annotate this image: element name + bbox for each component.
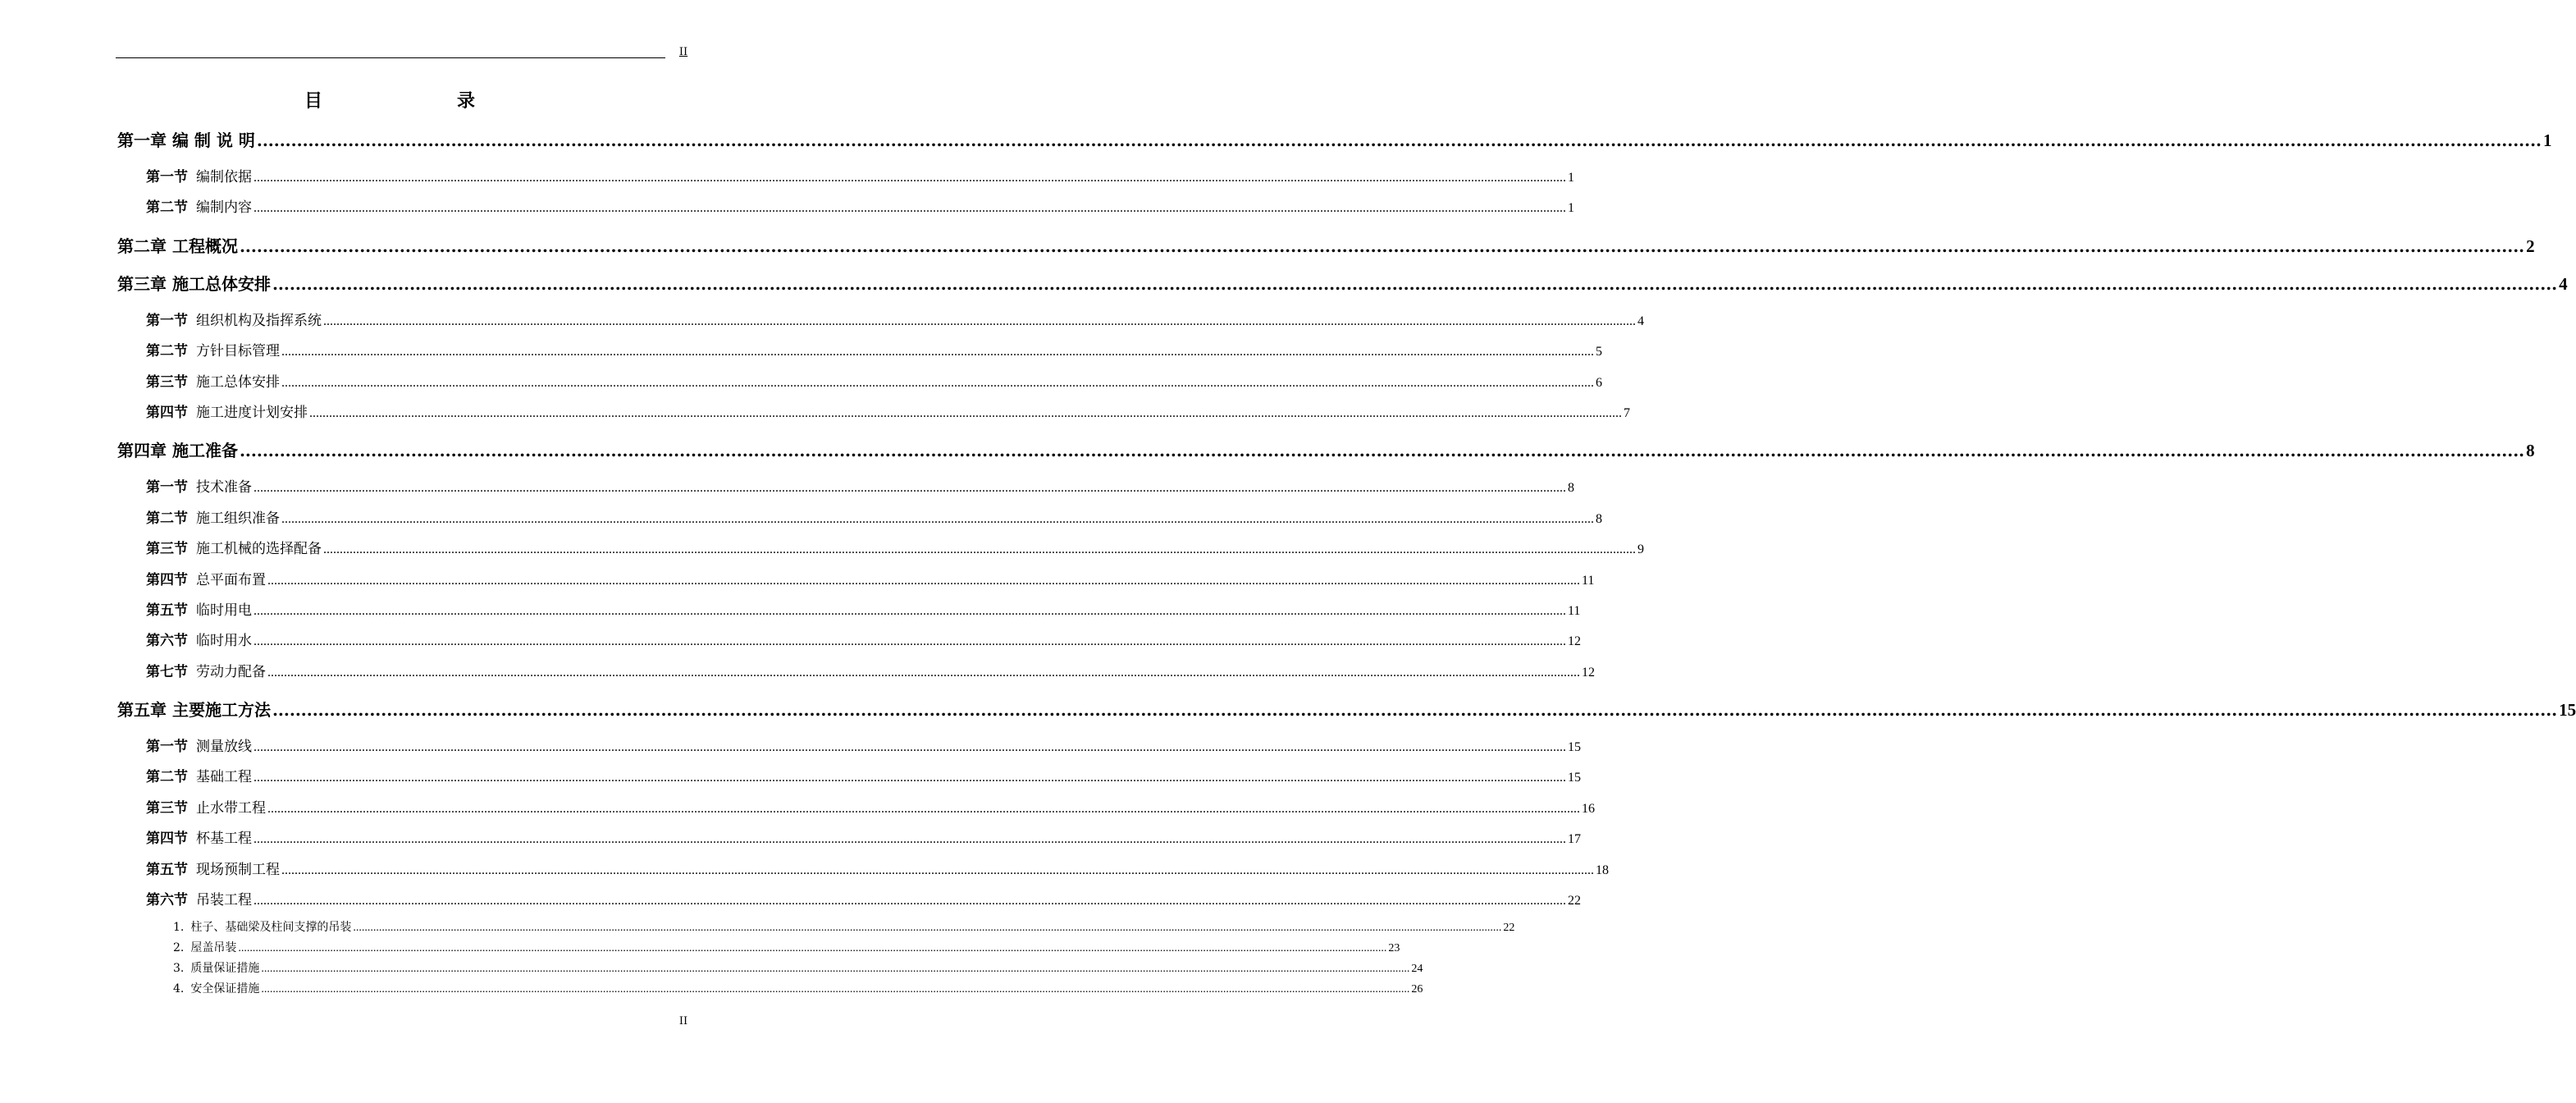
toc-entry-title: 第三章 施工总体安排 [117,273,271,294]
toc-entry-label: 第一节 [146,169,188,185]
toc-section-entry[interactable] [117,368,1602,398]
toc-entry-title: 施工组织准备 [196,510,280,527]
toc-section-entry[interactable] [117,193,1574,223]
toc-entry-page-number: 4 [1637,314,1644,328]
toc-dot-leader: ................................................................................................................................................................................................................................................................................................................................................................................................................ [253,634,1566,649]
toc-dot-leader: ................................................................................................................................................................................................................................................................................................................................................................................................................ [281,511,1594,526]
toc-entry-page-number: 15 [1568,740,1581,755]
toc-chapter-entry[interactable] [117,231,2535,262]
toc-dot-leader: ................................................................................................................................................................................................................................................................................................................................................................................................................ [309,405,1622,420]
toc-section-entry[interactable] [117,855,1609,886]
toc-entry-title: 技术准备 [196,479,252,497]
toc-entry-title: 编制内容 [196,199,252,217]
toc-entry-title: 临时用电 [196,602,252,619]
toc-entry-label: 第二节 [146,343,188,360]
toc-entry-title: 测量放线 [196,739,252,756]
toc-entry-page-number: 18 [1596,863,1609,877]
toc-section-entry[interactable] [117,886,1581,916]
toc-dot-leader: ................................................................................................................................................................................................................................................................................................................................................................................................................ [267,665,1580,680]
toc-entry-label: 第六节 [146,892,188,909]
toc-dot-leader: ................................................................................................................................................................................................................................................................................................................................................................................................................ [261,963,1410,976]
toc-entry-label: 第三节 [146,799,188,817]
toc-dot-leader: ................................................................................................................................................................................................................................................................................................................................................................................................................ [253,894,1566,908]
toc-entry-label: 第二节 [146,510,188,527]
toc-entry-title: 安全保证措施 [190,982,260,996]
toc-entry-page-number: 15 [1568,771,1581,785]
toc-entry-title: 止水带工程 [196,799,266,817]
toc-entry-label: 第一节 [146,312,188,329]
toc-subsection-entry[interactable] [117,979,1423,1000]
toc-section-entry[interactable] [117,794,1595,824]
toc-section-entry[interactable] [117,534,1644,565]
toc-entry-page-number: 12 [1582,665,1595,680]
toc-chapter-entry[interactable] [117,268,2568,300]
toc-dot-leader: ................................................................................................................................................................................................................................................................................................................................................................................................................ [253,603,1566,618]
toc-entry-label: 第七节 [146,663,188,680]
toc-dot-leader: ................................................................................................................................................................................................................................................................................................................................................................................................................ [323,542,1636,557]
toc-dot-leader: ................................................................................................................................................................................................................................................................................................................................................................................................................ [267,801,1580,816]
toc-section-entry[interactable] [117,336,1602,367]
toc-section-entry[interactable] [117,732,1581,762]
toc-entry-title: 基础工程 [196,769,252,786]
toc-dot-leader: ................................................................................................................................................................................................................................................................................................................................................................................................................ [281,345,1594,359]
toc-section-entry[interactable] [117,162,1574,193]
toc-entry-title: 编制依据 [196,169,252,185]
toc-entry-page-number: 9 [1637,542,1644,557]
toc-section-entry[interactable] [117,657,1595,688]
toc-entry-title: 第一章 编 制 说 明 [117,130,255,150]
toc-entry-title: 质量保证措施 [190,962,260,976]
toc-subsection-entry[interactable] [117,918,1515,938]
toc-entry-page-number: 1 [1568,201,1574,216]
toc-entry-title: 方针目标管理 [196,343,280,360]
toc-entry-label: 4. [173,982,185,996]
toc-entry-page-number: 2 [2526,236,2535,256]
toc-entry-title: 总平面布置 [196,571,266,588]
toc-entry-title: 吊装工程 [196,892,252,909]
toc-entry-title: 柱子、基础梁及柱间支撑的吊装 [190,921,352,935]
toc-dot-leader: ................................................................................................................................................................................................................................................................................................................................................................................................................ [272,273,2558,294]
toc-entry-title: 现场预制工程 [196,861,280,878]
toc-entry-label: 第二节 [146,199,188,217]
toc-dot-leader: ................................................................................................................................................................................................................................................................................................................................................................................................................ [253,481,1566,496]
toc-entry-title: 第五章 主要施工方法 [117,700,271,721]
toc-dot-leader: ................................................................................................................................................................................................................................................................................................................................................................................................................ [253,832,1566,847]
toc-title: 目 录 [304,90,508,112]
toc-entry-title: 临时用水 [196,633,252,650]
toc-dot-leader: ................................................................................................................................................................................................................................................................................................................................................................................................................ [353,922,1502,935]
toc-entry-label: 第二节 [146,769,188,786]
toc-entry-page-number: 26 [1411,983,1423,996]
toc-chapter-entry[interactable] [117,694,2576,725]
toc-entry-page-number: 7 [1624,405,1630,420]
toc-entry-label: 第三节 [146,373,188,391]
toc-section-entry[interactable] [117,596,1581,626]
toc-entry-page-number: 6 [1596,375,1602,390]
toc-entry-label: 第五节 [146,861,188,878]
toc-entry-title: 施工进度计划安排 [196,404,308,421]
toc-entry-page-number: 11 [1582,573,1595,588]
toc-chapter-entry[interactable] [117,435,2535,466]
header-page-number: II [678,46,688,58]
toc-entry-page-number: 24 [1411,963,1423,976]
toc-section-entry[interactable] [117,565,1595,596]
toc-entry-title: 劳动力配备 [196,663,266,680]
toc-entry-label: 第三节 [146,541,188,558]
toc-dot-leader: ................................................................................................................................................................................................................................................................................................................................................................................................................ [323,314,1636,328]
toc-dot-leader: ................................................................................................................................................................................................................................................................................................................................................................................................................ [253,740,1566,755]
toc-section-entry[interactable] [117,504,1602,534]
toc-entry-label: 第四节 [146,831,188,848]
toc-dot-leader: ................................................................................................................................................................................................................................................................................................................................................................................................................ [239,236,2525,256]
toc-entry-page-number: 22 [1568,894,1581,908]
toc-entry-page-number: 1 [1568,171,1574,185]
toc-entry-title: 屋盖吊装 [190,941,237,955]
toc-entry-page-number: 8 [1596,511,1602,526]
toc-section-entry[interactable] [117,762,1581,793]
toc-entry-page-number: 8 [2526,441,2535,461]
toc-entry-title: 杯基工程 [196,831,252,848]
table-of-contents [117,125,2576,1000]
toc-entry-page-number: 1 [2543,130,2552,150]
header-rule [116,57,665,58]
toc-dot-leader: ................................................................................................................................................................................................................................................................................................................................................................................................................ [253,201,1566,216]
toc-dot-leader: ................................................................................................................................................................................................................................................................................................................................................................................................................ [253,771,1566,785]
toc-dot-leader: ................................................................................................................................................................................................................................................................................................................................................................................................................ [253,171,1566,185]
toc-section-entry[interactable] [117,306,1644,336]
toc-entry-title: 施工总体安排 [196,373,280,391]
toc-entry-page-number: 8 [1568,481,1574,496]
toc-section-entry[interactable] [117,626,1581,657]
toc-dot-leader: ................................................................................................................................................................................................................................................................................................................................................................................................................ [281,375,1594,390]
toc-entry-page-number: 4 [2559,273,2568,294]
toc-section-entry[interactable] [117,398,1630,428]
toc-dot-leader: ................................................................................................................................................................................................................................................................................................................................................................................................................ [281,863,1594,877]
toc-dot-leader: ................................................................................................................................................................................................................................................................................................................................................................................................................ [256,130,2542,150]
toc-entry-title: 第二章 工程概况 [117,236,238,256]
toc-subsection-entry[interactable] [117,959,1423,979]
toc-entry-label: 第五节 [146,602,188,619]
toc-entry-page-number: 22 [1503,922,1515,935]
footer-page-number: II [678,1015,688,1027]
toc-entry-page-number: 17 [1568,832,1581,847]
toc-section-entry[interactable] [117,824,1581,854]
toc-chapter-entry[interactable] [117,125,2552,156]
toc-dot-leader: ................................................................................................................................................................................................................................................................................................................................................................................................................ [272,700,2558,721]
toc-entry-title: 施工机械的选择配备 [196,541,322,558]
toc-dot-leader: ................................................................................................................................................................................................................................................................................................................................................................................................................ [238,942,1387,955]
toc-entry-label: 第四节 [146,404,188,421]
toc-entry-title: 组织机构及指挥系统 [196,312,322,329]
toc-entry-label: 第四节 [146,571,188,588]
toc-entry-label: 第六节 [146,633,188,650]
toc-section-entry[interactable] [117,473,1574,503]
toc-entry-label: 1. [173,921,185,935]
toc-entry-page-number: 12 [1568,634,1581,649]
toc-entry-label: 3. [173,962,185,976]
toc-entry-page-number: 16 [1582,801,1595,816]
toc-entry-label: 第一节 [146,479,188,497]
toc-entry-page-number: 11 [1568,603,1581,618]
toc-entry-page-number: 23 [1388,942,1400,955]
toc-entry-page-number: 5 [1596,345,1602,359]
toc-entry-title: 第四章 施工准备 [117,441,238,461]
toc-entry-label: 2. [173,941,185,955]
toc-entry-label: 第一节 [146,739,188,756]
toc-dot-leader: ................................................................................................................................................................................................................................................................................................................................................................................................................ [267,573,1580,588]
toc-subsection-entry[interactable] [117,938,1400,959]
toc-dot-leader: ................................................................................................................................................................................................................................................................................................................................................................................................................ [261,983,1410,996]
toc-dot-leader: ................................................................................................................................................................................................................................................................................................................................................................................................................ [239,441,2525,461]
toc-entry-page-number: 15 [2559,700,2576,721]
